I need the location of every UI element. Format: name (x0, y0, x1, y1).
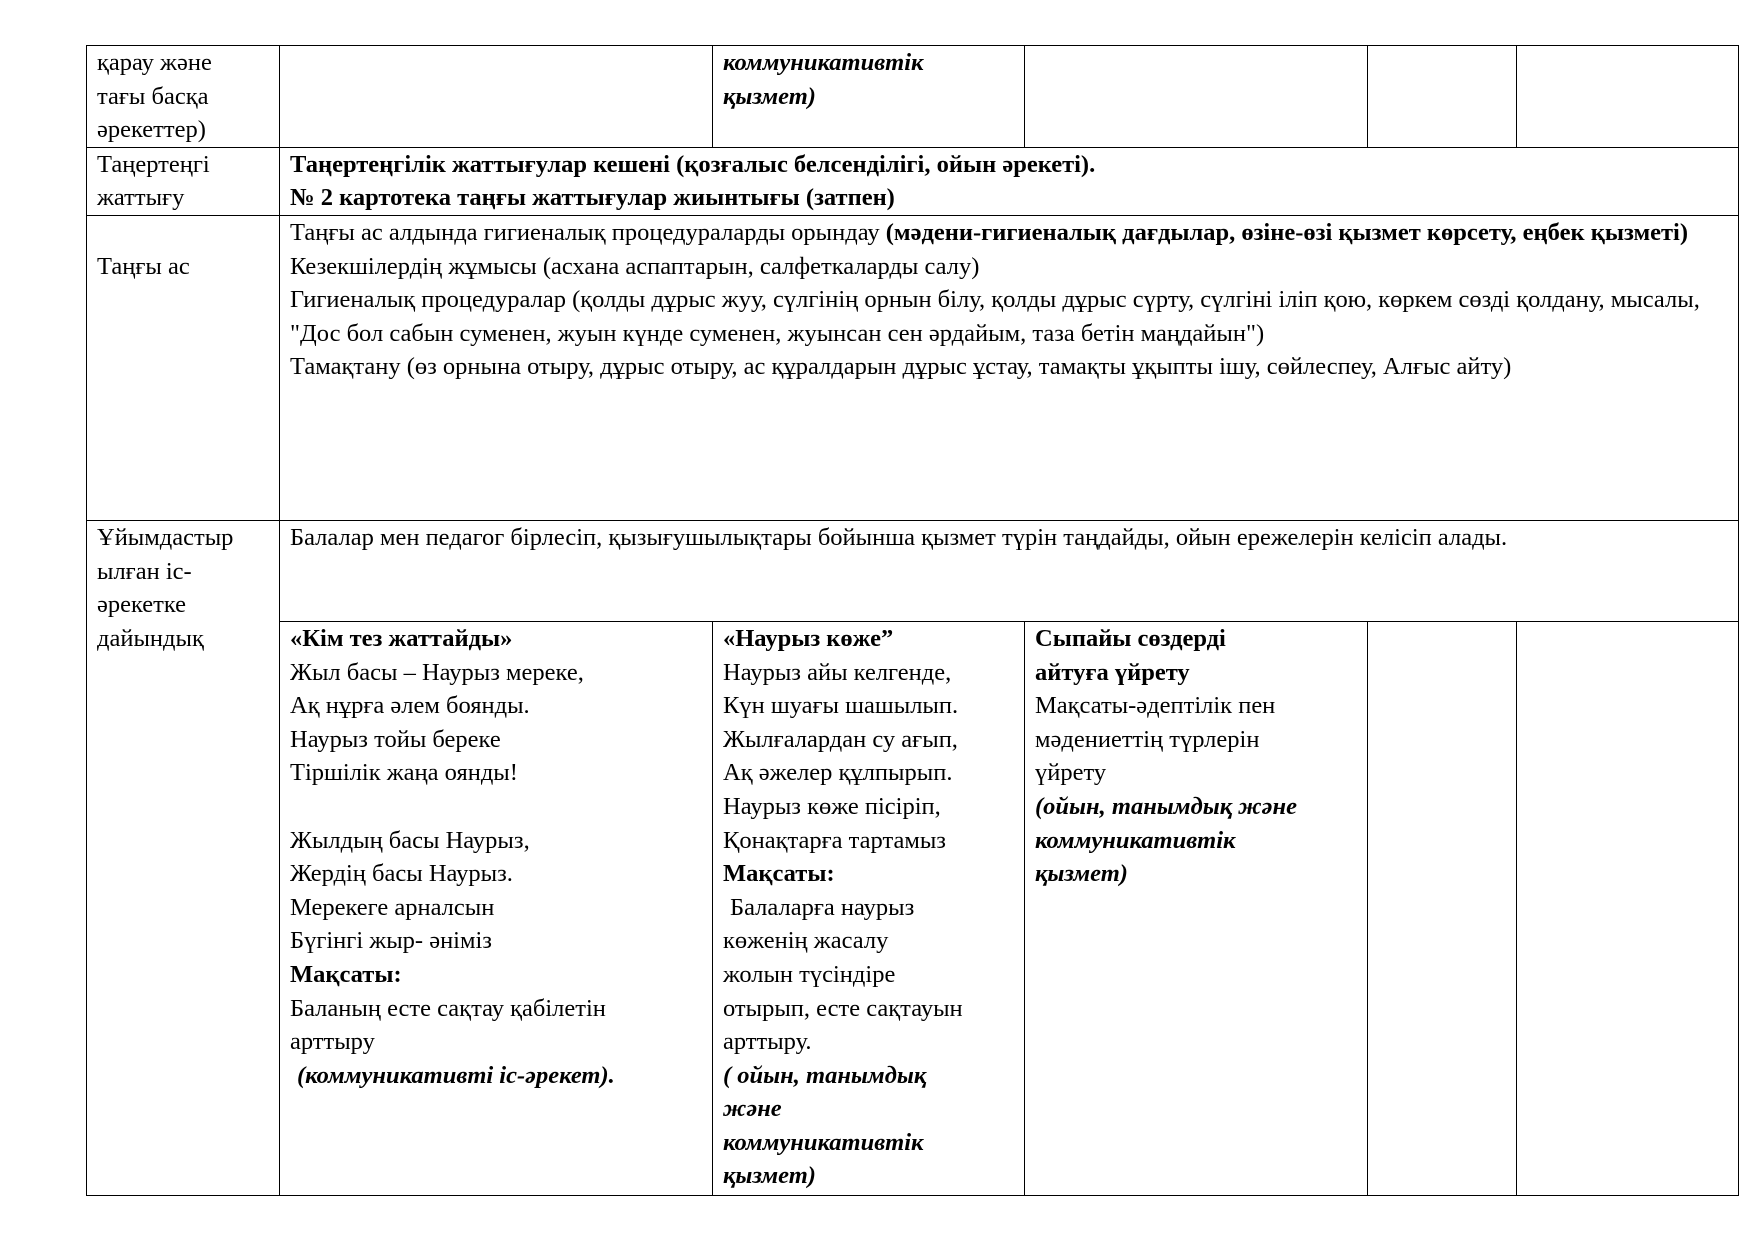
continuation-label-cell (87, 46, 280, 148)
preparation-intro-text: Балалар мен педагог бірлесіп, қызығушылықтары бойынша қызмет түрін таңдайды, ойын ережелерін келісіп алады. (290, 523, 1508, 551)
morning-exercise-label-cell (87, 147, 280, 215)
poem-line: Жылғалардан су ағып, (723, 725, 958, 753)
poem-line: Наурыз айы келгенде, (723, 658, 952, 686)
breakfast-label: Таңғы ас (97, 252, 190, 280)
breakfast-paragraph-2: Кезекшілердің жұмысы (асхана аспаптарын, салфеткаларды салу) (290, 252, 980, 280)
empty-cell (1517, 46, 1739, 148)
empty-cell (280, 46, 713, 148)
empty-cell (1517, 621, 1739, 1195)
empty-cell (1368, 46, 1517, 148)
goal-line: арттыру (290, 1028, 375, 1056)
poem-line: Жыл басы – Наурыз мереке, (290, 658, 584, 686)
poem-line: Бүгінгі жыр- әніміз (290, 927, 492, 955)
label-line: тағы басқа (97, 82, 209, 110)
activity-line: ( ойын, танымдық (723, 1061, 927, 1089)
breakfast-paragraph-4: Тамақтану (өз орнына отыру, дұрыс отыру, ас құралдарын дұрыс ұстау, тамақты ұқыпты ішу, сөйлеспеу, Алғыс айту) (290, 353, 1512, 381)
game3-title-line: Сыпайы сөздерді (1035, 624, 1226, 652)
poem-line: Мерекеге арналсын (290, 893, 495, 921)
activity-type: (коммуникативті іс-әрекет). (297, 1061, 615, 1089)
goal-label: Мақсаты: (290, 960, 402, 988)
label-line: ылған іс- (97, 557, 192, 585)
breakfast-p1-skills: (мәдени-гигиеналық дағдылар, өзіне-өзі қызмет көрсету, еңбек қызметі) (885, 218, 1689, 246)
label-line: әрекетке (97, 591, 187, 619)
label-line: дайындық (97, 624, 204, 652)
game2-cell (713, 621, 1025, 1195)
activity-line: қызмет) (723, 1162, 816, 1190)
breakfast-row (87, 215, 1739, 520)
game1-title: «Кім тез жаттайды» (290, 624, 513, 652)
preparation-activities-row (87, 621, 1739, 1195)
empty-cell (1025, 46, 1368, 148)
goal-line: Балаларға наурыз (730, 893, 915, 921)
label-line: жаттығу (97, 184, 185, 212)
breakfast-p1-text: Таңғы ас алдында гигиеналық процедураларды орындау (290, 218, 886, 246)
continuation-row (87, 46, 1739, 148)
poem-line: Тіршілік жаңа оянды! (290, 759, 518, 787)
morning-exercise-row (87, 147, 1739, 215)
poem-line: Ақ әжелер құлпырып. (723, 759, 953, 787)
goal-line: Баланың есте сақтау қабілетін (290, 994, 606, 1022)
goal-label: Мақсаты: (723, 860, 835, 888)
exercise-line: № 2 картотека таңғы жаттығулар жиынтығы (затпен) (290, 184, 895, 212)
preparation-intro-row (87, 520, 1739, 621)
activity-line: коммуникативтік (723, 1128, 924, 1156)
game1-cell (280, 621, 713, 1195)
game2-title: «Наурыз көже” (723, 624, 894, 652)
poem-line: Наурыз тойы береке (290, 725, 501, 753)
poem-line: Жердің басы Наурыз. (290, 860, 513, 888)
daily-plan-table (86, 45, 1739, 1196)
activity-line: коммуникативтік (723, 49, 924, 76)
activity-line: қызмет) (723, 82, 816, 110)
activity-line: және (723, 1095, 782, 1123)
label-line: Таңертеңгі (97, 150, 210, 178)
breakfast-label-cell (87, 215, 280, 520)
activity-line: (ойын, танымдық және (1035, 792, 1297, 820)
breakfast-content-cell (280, 215, 1739, 520)
empty-cell (1368, 621, 1517, 1195)
poem-line: Қонақтарға тартамыз (723, 826, 946, 854)
activity-line: коммуникативтік (1035, 826, 1236, 854)
label-line: қарау және (97, 49, 212, 76)
goal-line: арттыру. (723, 1028, 812, 1056)
goal-line: Мақсаты-әдептілік пен (1035, 692, 1276, 720)
morning-exercise-content-cell (280, 147, 1739, 215)
goal-line: жолын түсіндіре (723, 960, 896, 988)
poem-line: Ақ нұрға әлем боянды. (290, 692, 530, 720)
game3-title-line: айтуға үйрету (1035, 658, 1190, 686)
breakfast-paragraph-3: Гигиеналық процедуралар (қолды дұрыс жуу, сүлгінің орнын білу, қолды дұрыс сүрту, сүлгіні іліп қою, көркем сөзді қолдану, мысалы, "Дос бол сабын суменен, жуын күнде суменен, жуынсан сен әрдайым, таза бетін маңдайын") (290, 286, 1700, 347)
preparation-intro-cell (280, 520, 1739, 621)
goal-line: үйрету (1035, 759, 1107, 787)
preparation-label-cell (87, 520, 280, 1195)
continuation-activity-cell (713, 46, 1025, 148)
label-line: Ұйымдастыр (97, 523, 234, 551)
poem-line: Наурыз көже пісіріп, (723, 792, 941, 820)
exercise-line: Таңертеңгілік жаттығулар кешені (қозғалыс белсенділігі, ойын әрекеті). (290, 150, 1096, 178)
breakfast-paragraph-1 (290, 216, 1728, 250)
game3-cell (1025, 621, 1368, 1195)
label-line: әрекеттер) (97, 116, 206, 144)
goal-line: мәдениеттің түрлерін (1035, 725, 1260, 753)
goal-line: отырып, есте сақтауын (723, 994, 963, 1022)
activity-line: қызмет) (1035, 860, 1128, 888)
poem-line: Күн шуағы шашылып. (723, 692, 959, 720)
goal-line: көженің жасалу (723, 927, 889, 955)
poem-line: Жылдың басы Наурыз, (290, 826, 530, 854)
